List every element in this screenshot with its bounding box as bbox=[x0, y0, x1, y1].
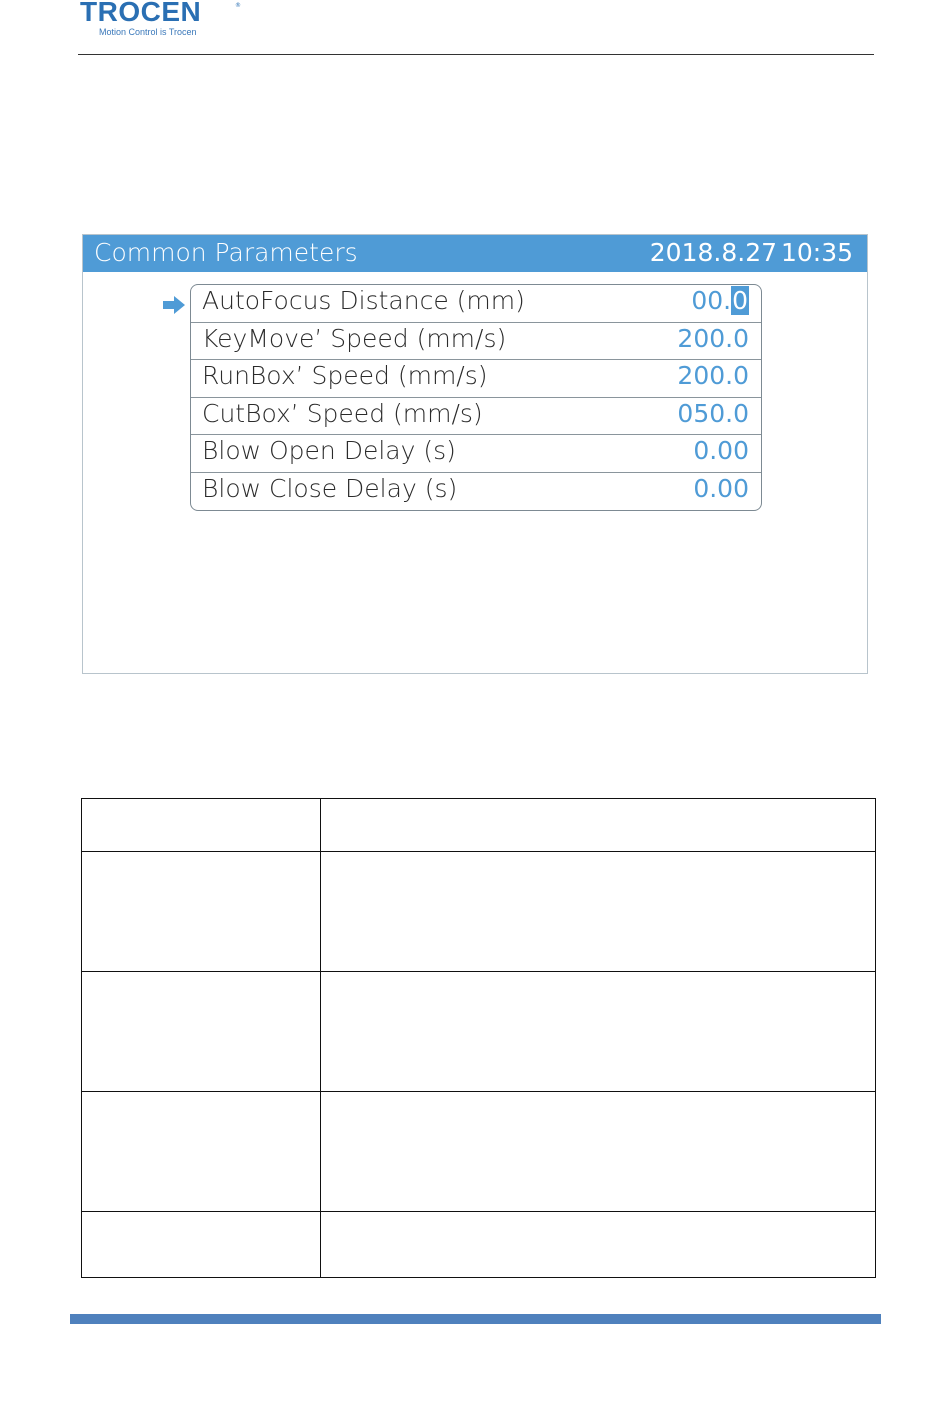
controller-screen bbox=[82, 234, 868, 674]
screen-date: 2018.8.27 bbox=[649, 238, 777, 267]
param-label: KeyMove’ Speed (mm/s) bbox=[202, 323, 507, 353]
table-cell bbox=[321, 972, 876, 1092]
screen-title: Common Parameters bbox=[94, 238, 358, 267]
table-cell bbox=[82, 852, 321, 972]
param-value[interactable]: 0.00 bbox=[693, 473, 749, 503]
param-label: Blow Open Delay (s) bbox=[202, 436, 456, 466]
param-row-runbox-speed[interactable] bbox=[191, 360, 761, 398]
table-row bbox=[82, 1212, 876, 1278]
param-label: RunBox’ Speed (mm/s) bbox=[202, 361, 488, 391]
param-row-keymove-speed[interactable] bbox=[191, 323, 761, 361]
logo-tagline: Motion Control is Trocen bbox=[99, 27, 197, 37]
param-value[interactable]: 0.00 bbox=[693, 436, 749, 466]
param-label: Blow Close Delay (s) bbox=[202, 473, 458, 503]
arrow-right-icon bbox=[162, 295, 186, 315]
table-cell bbox=[82, 972, 321, 1092]
screen-time: 10:35 bbox=[780, 238, 853, 267]
logo-wordmark: TROCEN bbox=[80, 0, 202, 27]
table-cell bbox=[82, 1212, 321, 1278]
table-row bbox=[82, 852, 876, 972]
param-row-cutbox-speed[interactable] bbox=[191, 398, 761, 436]
table-cell bbox=[82, 1092, 321, 1212]
table-cell bbox=[82, 799, 321, 852]
table-row bbox=[82, 799, 876, 852]
parameter-list bbox=[190, 284, 762, 511]
header-divider bbox=[78, 54, 874, 55]
edit-cursor-digit: 0 bbox=[732, 286, 748, 315]
parameter-description-table bbox=[81, 798, 876, 1278]
param-value-text: 00. bbox=[691, 286, 732, 315]
logo-registered-mark: ® bbox=[235, 2, 241, 9]
footer-bar bbox=[70, 1314, 881, 1324]
table-row bbox=[82, 1092, 876, 1212]
param-label: CutBox’ Speed (mm/s) bbox=[202, 398, 483, 428]
trocen-logo bbox=[80, 0, 250, 40]
param-value-editing[interactable] bbox=[691, 286, 749, 315]
table-cell bbox=[321, 1212, 876, 1278]
table-row bbox=[82, 972, 876, 1092]
param-value[interactable]: 200.0 bbox=[677, 361, 749, 391]
table-cell bbox=[321, 799, 876, 852]
param-value[interactable]: 050.0 bbox=[677, 398, 749, 428]
table-cell bbox=[321, 852, 876, 972]
param-row-blow-open-delay[interactable] bbox=[191, 435, 761, 473]
param-label: AutoFocus Distance (mm) bbox=[202, 286, 525, 315]
table-cell bbox=[321, 1092, 876, 1212]
param-row-autofocus-distance[interactable] bbox=[191, 285, 761, 323]
param-row-blow-close-delay[interactable] bbox=[191, 473, 761, 511]
screen-title-bar bbox=[83, 235, 867, 272]
param-value[interactable]: 200.0 bbox=[677, 323, 749, 353]
